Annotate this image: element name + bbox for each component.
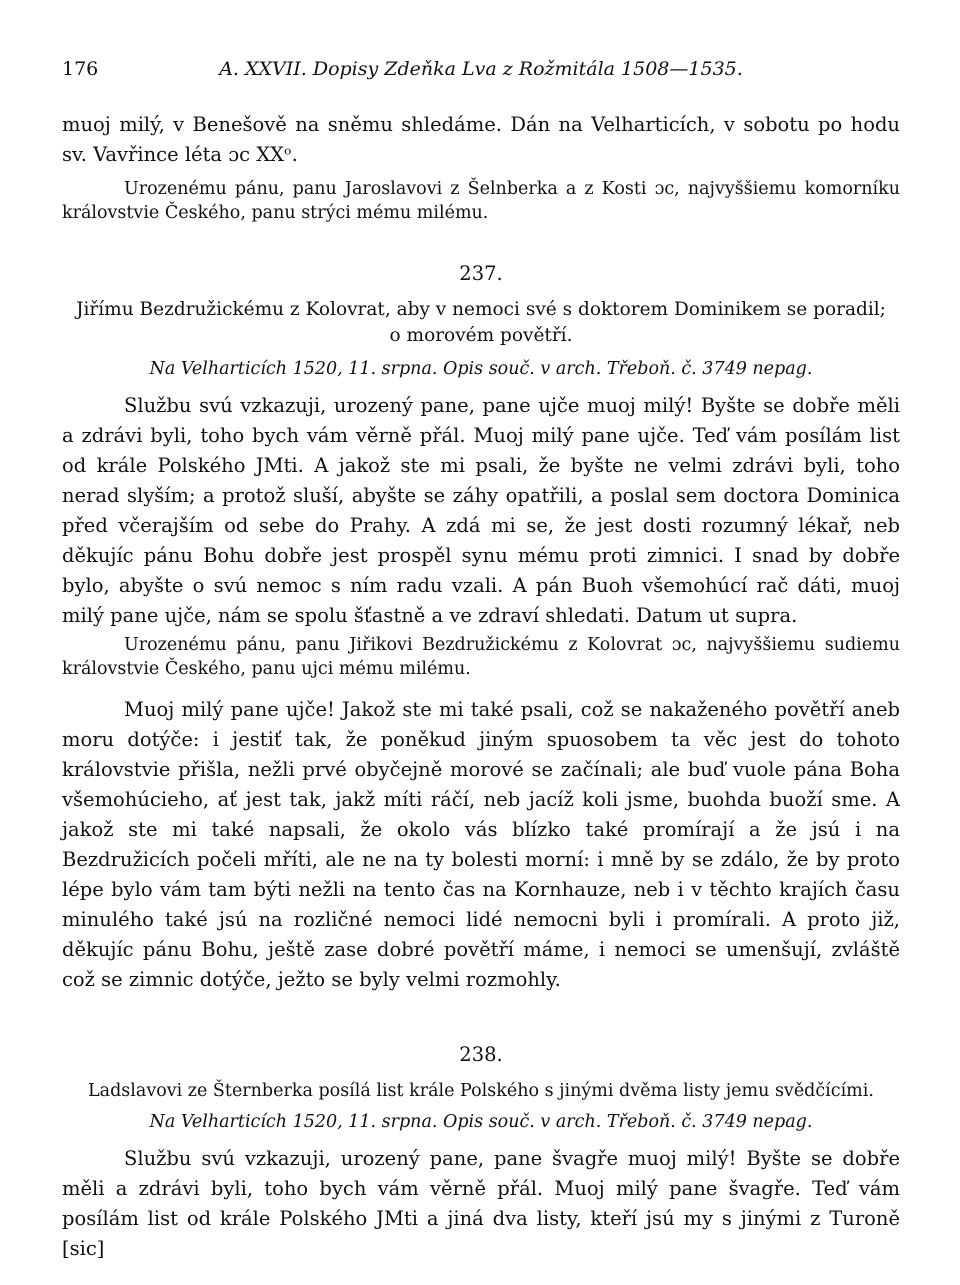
letter-237-paragraph2: Muoj milý pane ujče! Jakož ste mi také psali, což se nakaženého povětří aneb moru dotýče: i jestiť tak, že poněkud jiným spuosobem ta věc jest do tohoto královstvie přišla, nežli prvé obyčejně morové se začínali; ale buď vuole pána Boha všemohúcieho, ať jest tak, jakž míti ráčí, neb jacíž koli jsme, buohda buoží sme. A jakož ste mi také napsali, že okolo vás blízko také promírají a že jsú i na Bezdružicích počeli mříti, ale ne na ty bolesti morní: i mně by se zdálo, že by proto lépe bylo vám tam býti nežli na tento čas na Kornhauze, neb i v těchto krajích času minulého také jsú na rozličné nemoci lidé nemocni byli i promírali. A proto již, děkujíc pánu Bohu, ještě zase dobré povětří máme, i nemoci se umenšují, zvláště což se zimnic dotýče, ježto se byly velmi rozmohly. — [62, 698, 900, 991]
continuation-address: Urozenému pánu, panu Jaroslavovi z Šelnberka a z Kosti ɔc, najvyššiemu komorníku královstvie Českého, panu strýci mému milému. — [62, 179, 900, 223]
letter-238-source: Na Velharticích 1520, 11. srpna. Opis souč. v arch. Třeboň. č. 3749 nepag. — [149, 1112, 813, 1132]
document-page — [62, 52, 900, 1264]
running-title: A. XXVII. Dopisy Zdeňka Lva z Rožmitála 1508—1535. — [219, 58, 743, 80]
continuation-text: muoj milý, v Benešově na sněmu shledáme. Dán na Velharticích, v sobotu po hodu sv. Vavřince léta ɔc XXᵒ. — [62, 113, 900, 166]
page-number: 176 — [62, 58, 99, 80]
letter-238-paragraph1: Službu svú vzkazuji, urozený pane, pane švagře muoj milý! Byšte se dobře měli a zdrávi byli, toho bych vám věrně přál. Muoj milý pane švagře. Teď vám posílám list od krále Polského JMti a jiná dva listy, kteří jsú my s jinými z Turoně [sic] — [62, 1147, 900, 1260]
running-head — [62, 52, 900, 92]
letter-237-summary-line1: Jiřímu Bezdružickému z Kolovrat, aby v nemoci své s doktorem Dominikem se poradil; — [76, 299, 886, 320]
letter-237-address: Urozenému pánu, panu Jiřikovi Bezdružickému z Kolovrat ɔc, najvyššiemu sudiemu královstvie Českého, panu ujci mému milému. — [62, 635, 900, 679]
letter-237-source: Na Velharticích 1520, 11. srpna. Opis souč. v arch. Třeboň. č. 3749 nepag. — [149, 359, 813, 379]
letter-237-summary-line2: o morovém povětří. — [389, 325, 573, 346]
letter-237-number: 237. — [459, 262, 503, 285]
letter-238-summary: Ladslavovi ze Šternberka posílá list krále Polského s jinými dvěma listy jemu svědčícími. — [88, 1081, 874, 1101]
letter-238-number: 238. — [459, 1043, 503, 1066]
letter-237-paragraph1: Službu svú vzkazuji, urozený pane, pane ujče muoj milý! Byšte se dobře měli a zdrávi byli, toho bych vám věrně přál. Muoj milý pane ujče. Teď vám posílám list od krále Polského JMti. A jakož ste mi psali, že byšte ne velmi zdrávi byli, toho nerad slyším; a protož sluší, abyšte se záhy opatřili, a poslal sem doctora Dominica před včerajším od sebe do Prahy. A zdá mi se, že jest dosti rozumný lékař, neb děkujíc pánu Bohu dobře jest prospěl synu mému proti zimnici. I snad by dobře bylo, abyšte o svú nemoc s ním radu vzali. A pán Buoh všemohúcí rač dáti, muoj milý pane ujče, nám se spolu šťastně a ve zdraví shledati. Datum ut supra. — [62, 394, 900, 627]
